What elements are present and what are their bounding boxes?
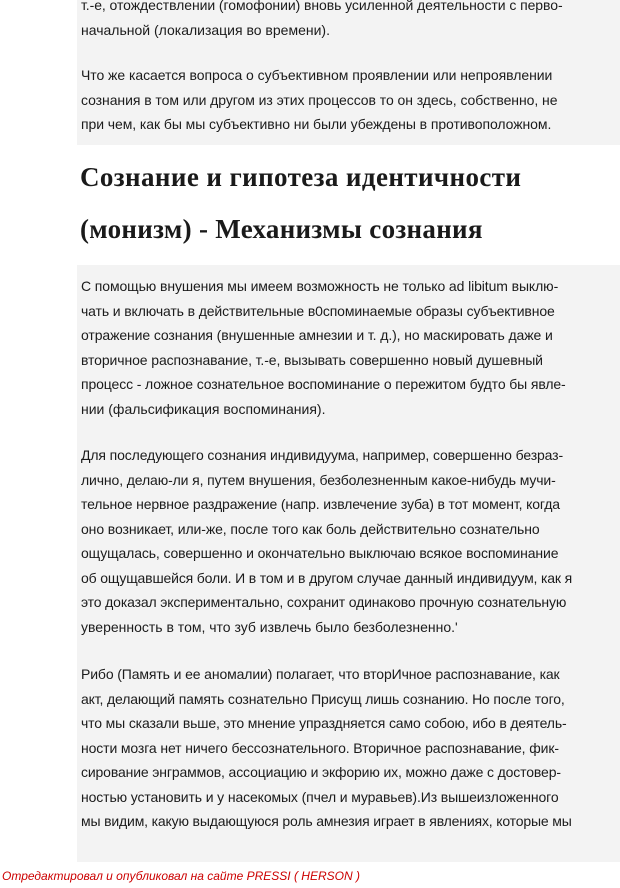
text-line: чать и включать в действительные в0споминаемые образы субъективное: [81, 302, 555, 319]
text-line: акт, делающий память сознательно Присущ лишь сознанию. Но после того,: [81, 690, 565, 707]
text-line: ощущалась, совершенно и окончательно выключаю всякое воспоминание: [81, 545, 559, 561]
text-line: нии (фальсификация воспоминания).: [81, 400, 326, 417]
text-line: процесс - ложное сознательное воспоминание о пережитом будто бы явле-: [81, 376, 566, 392]
paragraph-ribot: [77, 662, 620, 834]
text-line: что мы сказали вьше, это мнение упраздняется само собою, ибо в деятель-: [81, 715, 567, 731]
footer-credit: Отредактировал и опубликовал на сайте PRESSI ( HERSON ): [2, 869, 360, 883]
paragraph-subjective: [77, 63, 620, 137]
text-line: мы видим, какую выдающуюся роль амнезия играет в явлениях, которые мы: [81, 813, 572, 829]
text-line: уверенность в том, что зуб извлечь было безболезненно.': [81, 618, 458, 635]
text-line: Для последующего сознания индивидуума, например, совершенно безраз-: [81, 447, 564, 463]
text-line: при чем, как бы мы субъективно ни были убеждены в противоположном.: [81, 116, 552, 132]
section-heading-line-1: Сознание и гипотеза идентичности: [80, 162, 522, 192]
text-line: отражение сознания (внушенные амнезии и т. д.), но маскировать даже и: [81, 327, 553, 343]
text-line: тельное нервное раздражение (напр. извлечение зуба) в тот момент, когда: [81, 496, 560, 512]
text-line: об ощущавшейся боли. И в том и в другом случае данный индивидуум, как я: [81, 569, 573, 586]
paragraph-suggestion: [77, 274, 620, 421]
text-line: оно возникает, или-же, после того как боль действительно сознательно: [81, 520, 540, 537]
paragraph-individual: [77, 443, 620, 639]
text-line: Рибо (Память и ее аномалии) полагает, что вторИчное распознавание, как: [81, 666, 560, 682]
paragraph-intro-end: [77, 0, 620, 42]
text-panel-bottom: [77, 265, 620, 862]
text-line: лично, делаю-ли я, путем внушения, безболезненным какое-нибудь мучи-: [81, 471, 556, 488]
text-line: Что же касается вопроса о субъективном проявлении или непроявлении: [81, 67, 553, 83]
text-line: сознания в том или другом из этих процессов то он здесь, собственно, не: [81, 91, 558, 108]
text-line: начальной (локализация во времени).: [81, 21, 330, 38]
text-line: сирование энграммов, ассоциацию и экфорию их, можно даже с достовер-: [81, 764, 561, 780]
text-line: ностью установить и у насекомых (пчел и муравьев).Из вышеизложенного: [81, 788, 559, 805]
text-panel-top: [77, 0, 620, 145]
text-line: ности мозга нет ничего бессознательного. Вторичное распознавание, фик-: [81, 739, 559, 756]
section-heading-line-2: (монизм) - Механизмы сознания: [80, 214, 483, 244]
text-line: С помощью внушения мы имеем возможность не только ad libitum выклю-: [81, 278, 559, 294]
text-line: это доказал экспериментально, сохранит одинаково прочную сознательную: [81, 594, 567, 610]
text-line: т.-е, отождествлении (гомофонии) вновь усиленной деятельности с перво-: [81, 0, 563, 13]
text-line: вторичное распознавание, т.-е, вызывать совершенно новый душевный: [81, 351, 543, 368]
